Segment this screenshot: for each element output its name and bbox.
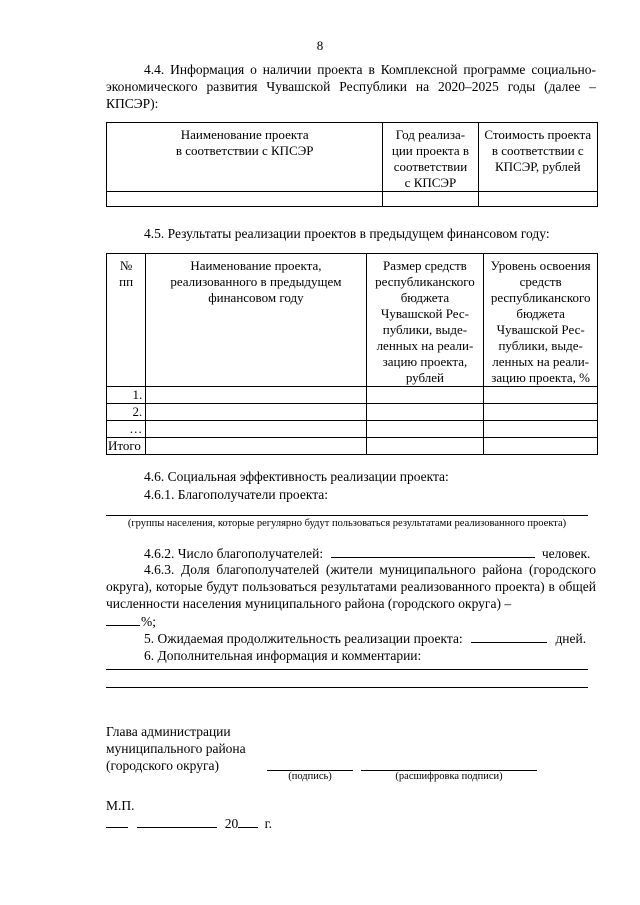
- date-row: [106, 814, 596, 832]
- kpser-header-cost: Стоимость проекта в соответствии с КПСЭР, рублей: [478, 123, 597, 192]
- results-cell[interactable]: [366, 404, 484, 421]
- beneficiaries-note: (группы населения, которые регулярно будут пользоваться результатами реализованного проекта): [127, 518, 567, 529]
- results-cell[interactable]: [484, 421, 598, 438]
- section-4-4-text: 4.4. Информация о наличии проекта в Комплексной программе социально-экономического развития Чувашской Республики на 2020–2025 годы (далее – КПСЭР):: [106, 62, 596, 111]
- beneficiaries-share-row: [106, 612, 596, 630]
- date-year-input[interactable]: [238, 814, 258, 828]
- beneficiaries-count-row: [106, 544, 596, 562]
- section-4-5-text: 4.5. Результаты реализации проектов в предыдущем финансовом году:: [144, 226, 550, 241]
- results-cell[interactable]: [366, 438, 484, 455]
- results-cell[interactable]: [146, 387, 366, 404]
- page-number: 8: [316, 38, 324, 53]
- beneficiaries-share-text: 4.6.3. Доля благополучателей (жители муниципального района (городского округа), которые будут пользоваться результатами реализованного проекта) в общей численности населения муниципального района (городского округа) –: [106, 562, 596, 611]
- duration-row: [106, 629, 596, 647]
- beneficiaries-share-input[interactable]: [106, 612, 140, 626]
- duration-unit: дней.: [555, 631, 587, 646]
- results-cell[interactable]: [484, 438, 598, 455]
- kpser-cell[interactable]: [383, 192, 478, 207]
- comments-input-line-1[interactable]: [106, 669, 588, 670]
- beneficiaries-count-input[interactable]: [331, 544, 535, 558]
- results-header-num: № пп: [107, 254, 146, 387]
- results-cell[interactable]: [146, 421, 366, 438]
- results-cell[interactable]: [484, 404, 598, 421]
- results-table: [106, 253, 598, 455]
- kpser-table: [106, 122, 598, 207]
- kpser-header-year: Год реализа- ции проекта в соответствии с КПСЭР: [383, 123, 478, 192]
- results-cell[interactable]: [146, 438, 366, 455]
- results-header-name: Наименование проекта, реализованного в предыдущем финансовом году: [146, 254, 366, 387]
- date-year-prefix: 20: [224, 816, 239, 831]
- duration-input[interactable]: [471, 629, 547, 643]
- beneficiaries-share-unit: %;: [141, 614, 156, 629]
- results-header-level: Уровень освоения средств республиканского бюджета Чувашской Рес- публики, выде- ленных на реали- зацию проекта, %: [484, 254, 598, 387]
- results-cell[interactable]: [146, 404, 366, 421]
- beneficiaries-input-line[interactable]: [106, 515, 588, 516]
- results-row-label: 1.: [107, 387, 146, 404]
- section-4-6-title: 4.6. Социальная эффективность реализации проекта:: [144, 469, 449, 484]
- results-cell[interactable]: [366, 387, 484, 404]
- duration-label: 5. Ожидаемая продолжительность реализации проекта:: [144, 631, 463, 646]
- kpser-cell[interactable]: [478, 192, 597, 207]
- beneficiaries-label: 4.6.1. Благополучатели проекта:: [144, 487, 329, 502]
- results-cell[interactable]: [366, 421, 484, 438]
- beneficiaries-count-unit: человек.: [541, 546, 591, 561]
- date-day-input[interactable]: [106, 814, 128, 828]
- signature-caption: (подпись): [288, 771, 332, 782]
- signature-title-line-3: (городского округа): [106, 758, 220, 773]
- results-total-label: Итого: [107, 438, 146, 455]
- comments-input-line-2[interactable]: [106, 687, 588, 688]
- beneficiaries-count-label: 4.6.2. Число благополучателей:: [144, 546, 324, 561]
- comments-label: 6. Дополнительная информация и комментарии:: [144, 648, 422, 663]
- results-row-label: 2.: [107, 404, 146, 421]
- signature-title-line-1: Глава администрации: [106, 724, 231, 739]
- stamp-label: М.П.: [106, 798, 135, 813]
- signature-decode-caption: (расшифровка подписи): [395, 771, 503, 782]
- results-cell[interactable]: [484, 387, 598, 404]
- kpser-header-name: Наименование проекта в соответствии с КПСЭР: [107, 123, 383, 192]
- date-month-input[interactable]: [137, 814, 217, 828]
- kpser-cell[interactable]: [107, 192, 383, 207]
- signature-title-line-2: муниципального района: [106, 741, 246, 756]
- date-year-suffix: г.: [264, 816, 273, 831]
- results-row-label: …: [107, 421, 146, 438]
- results-header-amount: Размер средств республиканского бюджета Чувашской Рес- публики, выде- ленных на реали- зацию проекта, рублей: [366, 254, 484, 387]
